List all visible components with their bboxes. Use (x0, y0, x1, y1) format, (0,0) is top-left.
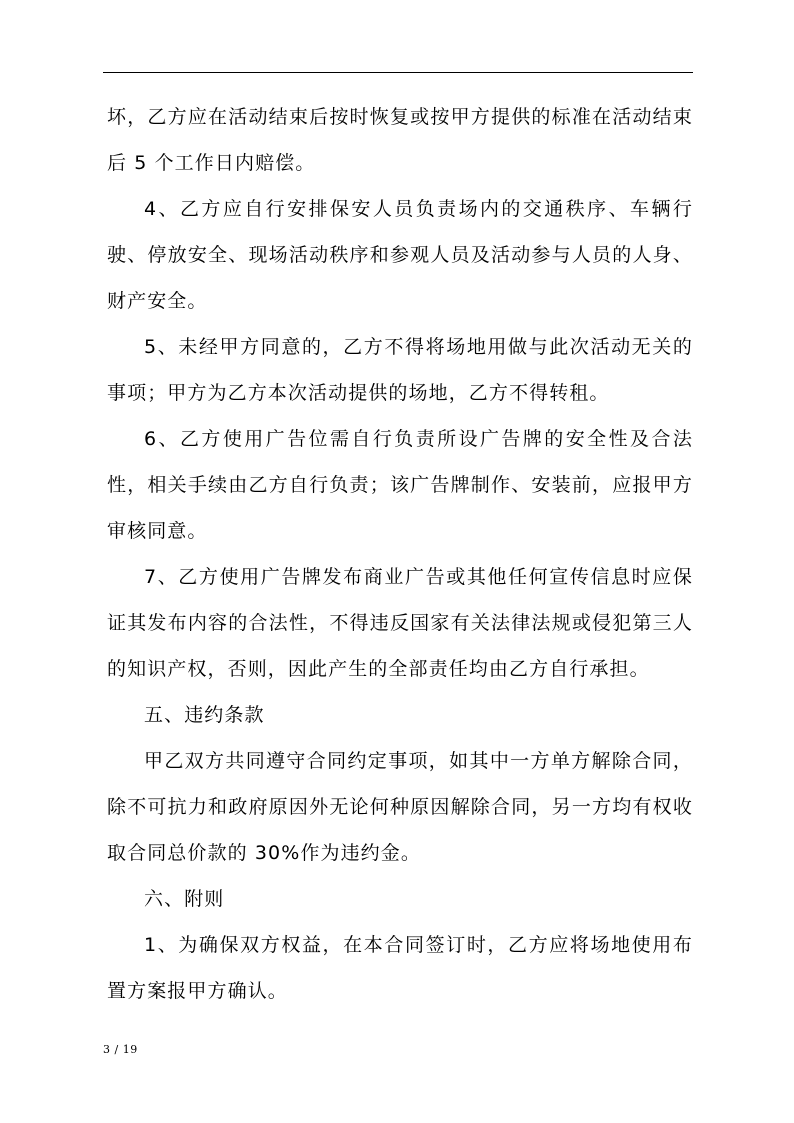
paragraph-breach-terms: 甲乙双方共同遵守合同约定事项，如其中一方单方解除合同，除不可抗力和政府原因外无论何种原因解除合同，另一方均有权收取合同总价款的 30%作为违约金。 (107, 750, 693, 864)
paragraph-supplementary-1: 1、为确保双方权益，在本合同签订时，乙方应将场地使用布置方案报甲方确认。 (107, 934, 693, 1002)
section-heading-breach: 五、违约条款 (144, 704, 265, 726)
paragraph-clause-6: 6、乙方使用广告位需自行负责所设广告牌的安全性及合法性，相关手续由乙方自行负责；该广告牌制作、安装前，应报甲方审核同意。 (107, 428, 693, 542)
header-rule (103, 72, 693, 73)
paragraph-continuation: 坏，乙方应在活动结束后按时恢复或按甲方提供的标准在活动结束后 5 个工作日内赔偿。 (107, 106, 693, 174)
paragraph-clause-5: 5、未经甲方同意的，乙方不得将场地用做与此次活动无关的事项；甲方为乙方本次活动提供的场地，乙方不得转租。 (107, 336, 693, 404)
paragraph-clause-4: 4、乙方应自行安排保安人员负责场内的交通秩序、车辆行驶、停放安全、现场活动秩序和参观人员及活动参与人员的人身、财产安全。 (107, 198, 693, 312)
document-body (107, 94, 693, 1014)
paragraph-clause-7: 7、乙方使用广告牌发布商业广告或其他任何宣传信息时应保证其发布内容的合法性，不得违反国家有关法律法规或侵犯第三人的知识产权，否则，因此产生的全部责任均由乙方自行承担。 (107, 566, 693, 680)
page-number: 3 / 19 (103, 1043, 138, 1056)
section-heading-supplementary: 六、附则 (144, 888, 225, 910)
